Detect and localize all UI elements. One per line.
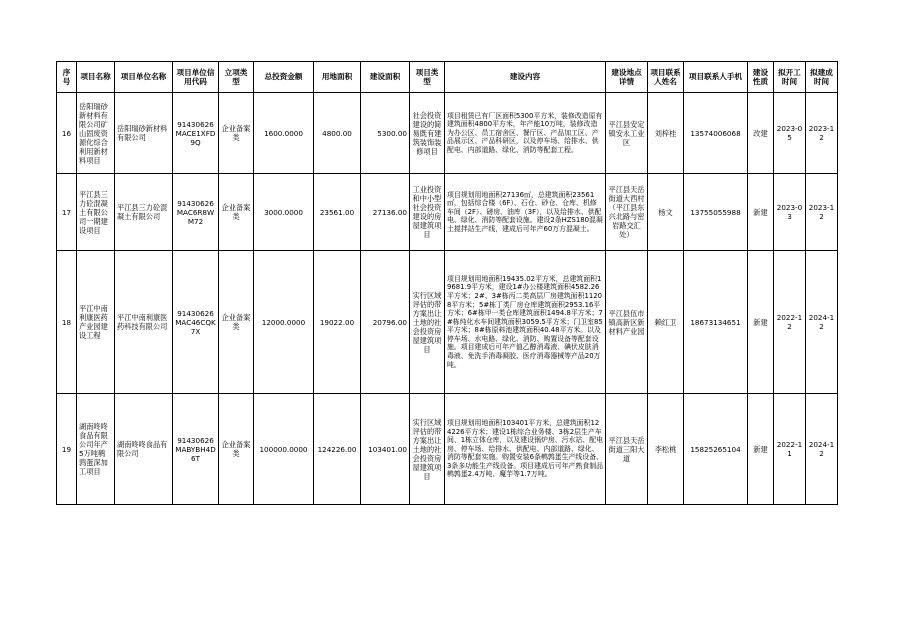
cell-nature: 新建 [748,174,774,251]
cell-content: 项目规划用地面积27136㎡，总建筑面积23561㎡，包括综合楼（6F）、石仓、砂仓、仓库、机修车间（2F）、磅房、油库（3F），以及给排水、供配电、绿化、消防等配套设施。建设2条HZS180混凝土搅拌站生产线，建成后可年产60万方混凝土。 [445,174,606,251]
cell-phone: 13574006068 [684,93,748,174]
cell-location: 平江县天岳街道大西村（平江县东兴北路与密岩路交汇处） [606,174,648,251]
header-build-area: 建设面积 [361,62,410,93]
cell-content: 项目规划用地面积103401平方米，总建筑面积124226平方米；建设1栋综合业务楼、3栋2层生产车间、1栋立体仓库，以及建设锅炉房、污水站、配电房、停车场、给排水、供配电、内部道路、绿化、消防等配套实施。购置安装6条鹌鹑蛋生产线设备、3条多功能生产线设备。项目建成后可年产熟食制品鹌鹑蛋2.4万吨、魔芋等1.7万吨。 [445,394,606,505]
cell-credit-code: 91430626MAC46CQK7X [173,251,219,394]
header-type: 立项类型 [219,62,254,93]
cell-type: 企业备案类 [219,93,254,174]
cell-location: 平江县伍市镇高新区新材料产业园 [606,251,648,394]
cell-investment: 100000.0000 [254,394,314,505]
cell-project-name: 平江中南利康医药产业园建设工程 [77,251,115,394]
cell-location: 平江县安定镇安永工业区 [606,93,648,174]
cell-contact: 刘梓桂 [648,93,684,174]
cell-seq: 17 [57,174,77,251]
header-credit-code: 项目单位信用代码 [173,62,219,93]
cell-phone: 13755055988 [684,174,748,251]
header-land-area: 用地面积 [314,62,361,93]
cell-start: 2023-03 [774,174,806,251]
cell-type: 企业备案类 [219,394,254,505]
cell-land-area: 19022.00 [314,251,361,394]
cell-build-area: 27136.00 [361,174,410,251]
cell-nature: 新建 [748,394,774,505]
cell-project-name: 平江县三力砼混凝土有限公司一期建设项目 [77,174,115,251]
cell-end: 2023-12 [806,174,838,251]
cell-project-type: 实行区域评估的带方案出让土地的社会投资房屋建筑项目 [410,394,445,505]
table-row [57,394,838,505]
cell-credit-code: 91430626MAC6R8WM72 [173,174,219,251]
cell-unit-name: 岳阳瑞砂新材料有限公司 [115,93,173,174]
header-phone: 项目联系人手机 [684,62,748,93]
header-nature: 建设性质 [748,62,774,93]
cell-project-name: 湖南咚咚食品有限公司年产5万吨鹌鹑蛋深加工项目 [77,394,115,505]
cell-credit-code: 91430626MACE1XFD9Q [173,93,219,174]
cell-unit-name: 湖南咚咚食品有限公司 [115,394,173,505]
header-row [57,62,838,93]
header-project-name: 项目名称 [77,62,115,93]
cell-investment: 1600.0000 [254,93,314,174]
cell-land-area: 124226.00 [314,394,361,505]
table-row [57,174,838,251]
cell-build-area: 20796.00 [361,251,410,394]
cell-end: 2024-12 [806,251,838,394]
cell-nature: 新建 [748,251,774,394]
cell-seq: 19 [57,394,77,505]
cell-project-type: 社会投资建设的简易既有建筑装饰装修项目 [410,93,445,174]
header-project-type: 项目类型 [410,62,445,93]
header-end: 拟建成时间 [806,62,838,93]
cell-end: 2024-12 [806,394,838,505]
cell-start: 2022-12 [774,251,806,394]
cell-type: 企业备案类 [219,174,254,251]
cell-credit-code: 91430626MABYBH4D6T [173,394,219,505]
cell-phone: 18673134651 [684,251,748,394]
cell-location: 平江县天岳街道三阳大道 [606,394,648,505]
cell-project-type: 工业投资和中小型社会投资建设的房屋建筑项目 [410,174,445,251]
cell-project-name: 岳阳瑞砂新材料有限公司矿山固废资源化综合利用新材料项目 [77,93,115,174]
header-unit-name: 项目单位名称 [115,62,173,93]
cell-build-area: 5300.00 [361,93,410,174]
cell-start: 2023-05 [774,93,806,174]
cell-unit-name: 平江县三力砼混凝土有限公司 [115,174,173,251]
cell-land-area: 4800.00 [314,93,361,174]
header-start: 拟开工时间 [774,62,806,93]
cell-end: 2023-12 [806,93,838,174]
cell-type: 企业备案类 [219,251,254,394]
cell-content: 项目租赁已有厂区面积5300平方米，装修改造原有建筑面积4800平方米，年产能10万吨，装修改造为办公区、员工宿舍区、餐厅区、产品加工区、产品展示区、产品科研区，以及停车场、给排水、供配电、内部道路、绿化、消防等配套工程。 [445,93,606,174]
cell-project-type: 实行区域评估的带方案出让土地的社会投资房屋建筑项目 [410,251,445,394]
cell-unit-name: 平江中南利康医药科技有限公司 [115,251,173,394]
table-row [57,93,838,174]
header-location: 建设地点详情 [606,62,648,93]
cell-contact: 李松桃 [648,394,684,505]
cell-investment: 3000.0000 [254,174,314,251]
cell-contact: 赖红卫 [648,251,684,394]
cell-seq: 18 [57,251,77,394]
header-content: 建设内容 [445,62,606,93]
cell-contact: 杨文 [648,174,684,251]
header-contact: 项目联系人姓名 [648,62,684,93]
header-investment: 总投资金额 [254,62,314,93]
table-row [57,251,838,394]
cell-investment: 12000.0000 [254,251,314,394]
project-table [56,61,838,505]
cell-nature: 改建 [748,93,774,174]
header-seq: 序号 [57,62,77,93]
cell-start: 2022-11 [774,394,806,505]
cell-content: 项目规划用地面积19435.02平方米，总建筑面积19681.9平方米，建设1#办公楼建筑面积4582.26平方米；2#、3#栋丙二类高层厂房建筑面积11208平方米；5#栋丁类厂房仓库建筑面积2953.16平方米；6#栋甲一类仓库建筑面积1494.8平方米；7#栋纯化水车间建筑面积3059.5平方米；门卫室85平方米；8#栋原料池建筑面积40.48平方米。以及停车场、水电路、绿化、消防、购置设备等配套设施。项目建成后可年产值乙醇消毒液、碘伏皮肤消毒液、免洗手消毒凝胶、医疗消毒器械等产品20万吨。 [445,251,606,394]
cell-land-area: 23561.00 [314,174,361,251]
cell-build-area: 103401.00 [361,394,410,505]
cell-phone: 15825265104 [684,394,748,505]
cell-seq: 16 [57,93,77,174]
